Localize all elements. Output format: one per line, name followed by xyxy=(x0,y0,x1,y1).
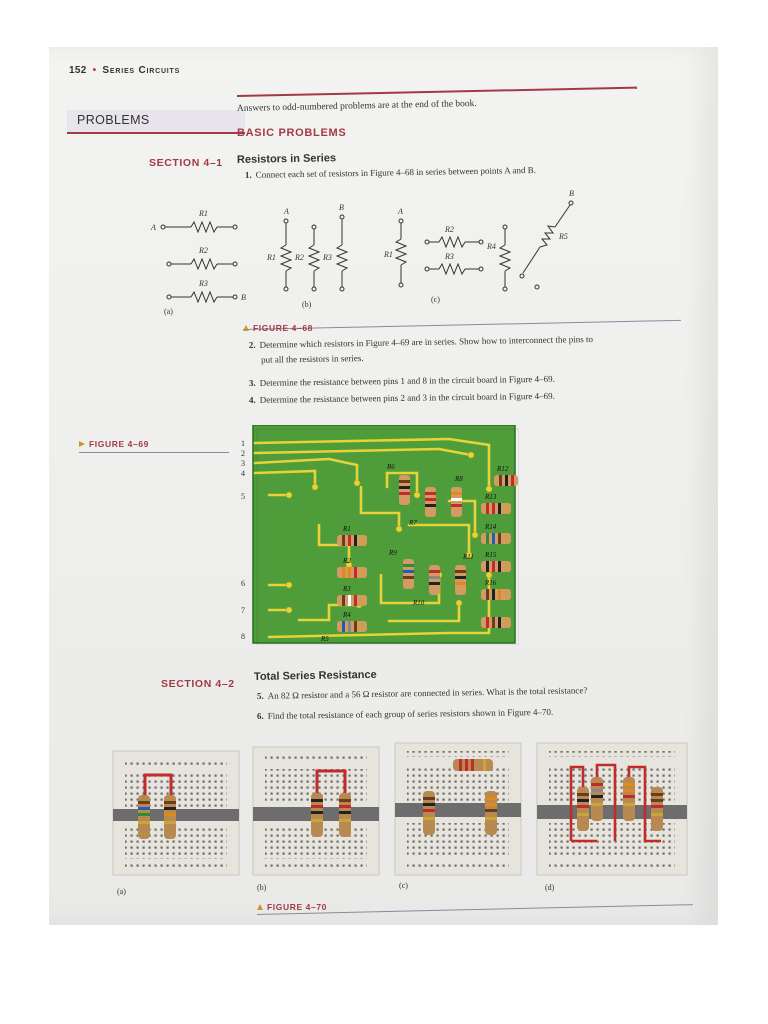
basic-problems-heading: BASIC PROBLEMS xyxy=(237,127,347,139)
label-r2-b: R2 xyxy=(295,253,304,262)
label-a-c: A xyxy=(398,207,403,216)
board-label-r7: R7 xyxy=(409,519,417,527)
problem-6-text: Find the total resistance of each group of series resistors shown in Figure 4–70. xyxy=(267,706,554,721)
problem-4-text: Determine the resistance between pins 2 and 3 in the circuit board in Figure 4–69. xyxy=(259,390,555,405)
label-b-a: B xyxy=(241,293,246,302)
pin-label-5: 5 xyxy=(241,492,245,501)
board-label-r8: R8 xyxy=(455,475,463,483)
problem-5-number: 5. xyxy=(256,690,264,701)
problem-2-number: 2. xyxy=(248,339,256,351)
problems-heading-bar xyxy=(67,110,245,134)
figure-4-68-caption-text: FIGURE 4–68 xyxy=(253,323,313,333)
section-42-title: Total Series Resistance xyxy=(253,668,377,683)
page-number: 152 xyxy=(69,65,87,76)
label-r1-b: R1 xyxy=(267,253,276,262)
running-head xyxy=(69,65,180,76)
label-r1: R1 xyxy=(199,209,208,218)
board-label-r16: R16 xyxy=(485,579,497,587)
running-title: Series Circuits xyxy=(102,65,181,76)
answers-note: Answers to odd-numbered problems are at the end of the book. xyxy=(236,98,477,114)
problem-4 xyxy=(249,389,555,408)
triangle-up-icon xyxy=(257,904,263,910)
figure-4-69-caption xyxy=(79,439,149,449)
problem-1 xyxy=(245,163,536,183)
pin-label-6: 6 xyxy=(241,579,245,588)
board-label-r12: R12 xyxy=(497,465,509,473)
figure-4-69-rule xyxy=(79,452,229,453)
figure-4-70-breadboards xyxy=(111,737,711,885)
pin-label-4: 4 xyxy=(241,469,245,478)
figure-4-68-drawing xyxy=(139,187,589,317)
triangle-right-icon xyxy=(79,441,85,447)
board-label-r10: R10 xyxy=(413,599,425,607)
label-b-b: B xyxy=(339,203,344,212)
section-42-label: SECTION 4–2 xyxy=(161,678,235,690)
heading-rule xyxy=(237,87,637,97)
figure-4-70-caption-text: FIGURE 4–70 xyxy=(267,902,327,912)
label-r2: R2 xyxy=(199,246,208,255)
problem-3-text: Determine the resistance between pins 1 and 8 in the circuit board in Figure 4–69. xyxy=(259,373,555,388)
label-r3-b: R3 xyxy=(323,253,332,262)
problem-4-number: 4. xyxy=(248,394,256,405)
problem-5 xyxy=(257,683,588,704)
breadboard-a xyxy=(113,751,239,875)
problem-2-line2: put all the resistors in series. xyxy=(261,353,364,365)
fig70-sub-b: (b) xyxy=(257,883,267,892)
problem-2 xyxy=(249,330,689,368)
label-r2-c: R2 xyxy=(445,225,454,234)
triangle-up-icon xyxy=(243,325,249,331)
problems-heading: PROBLEMS xyxy=(77,113,150,127)
fig68-sub-b: (b) xyxy=(302,300,312,309)
label-r5-c: R5 xyxy=(559,232,568,241)
fig70-sub-d: (d) xyxy=(545,883,555,892)
textbook-page xyxy=(49,47,718,925)
pin-label-2: 2 xyxy=(241,449,245,458)
label-r3: R3 xyxy=(199,279,208,288)
board-label-r15: R15 xyxy=(485,551,497,559)
fig70-sub-a: (a) xyxy=(117,887,126,896)
board-label-r1: R1 xyxy=(343,525,351,533)
breadboard-c xyxy=(395,743,521,875)
problem-5-text: An 82 Ω resistor and a 56 Ω resistor are connected in series. What is the total resistance? xyxy=(267,685,588,701)
problem-6 xyxy=(257,705,553,724)
board-label-r14: R14 xyxy=(485,523,497,531)
breadboard-b xyxy=(253,747,379,875)
label-a-left: A xyxy=(151,223,156,232)
board-label-r13: R13 xyxy=(485,493,497,501)
board-label-r5: R5 xyxy=(321,635,329,643)
bullet-icon: • xyxy=(92,65,97,76)
board-label-r6: R6 xyxy=(387,463,395,471)
problem-1-text: Connect each set of resistors in Figure 4–68 in series between points A and B. xyxy=(255,164,536,180)
label-r3-c: R3 xyxy=(445,252,454,261)
board-label-r2: R2 xyxy=(343,557,351,565)
board-label-r3: R3 xyxy=(343,585,351,593)
problem-2-line1: Determine which resistors in Figure 4–69 are in series. Show how to interconnect the pins to xyxy=(259,333,594,350)
board-label-r4: R4 xyxy=(343,611,351,619)
label-r4-c: R4 xyxy=(487,242,496,251)
board-label-r9: R9 xyxy=(389,549,397,557)
pin-label-1: 1 xyxy=(241,439,245,448)
problem-3-number: 3. xyxy=(248,377,256,388)
pin-label-8: 8 xyxy=(241,632,245,641)
fig70-sub-c: (c) xyxy=(399,881,408,890)
fig68-sub-c: (c) xyxy=(431,295,440,304)
figure-4-69-caption-text: FIGURE 4–69 xyxy=(89,439,149,449)
problem-1-number: 1. xyxy=(244,169,252,180)
problem-6-number: 6. xyxy=(256,710,264,721)
pin-label-7: 7 xyxy=(241,606,245,615)
pin-label-3: 3 xyxy=(241,459,245,468)
section-41-title: Resistors in Series xyxy=(236,152,337,166)
figure-4-68-caption xyxy=(243,323,313,333)
figure-4-70-caption xyxy=(257,902,327,912)
fig68-sub-a: (a) xyxy=(164,307,173,316)
label-a-b: A xyxy=(284,207,289,216)
section-41-label: SECTION 4–1 xyxy=(149,157,223,169)
figure-4-69-circuit-board xyxy=(249,425,519,645)
problem-3 xyxy=(249,372,555,391)
board-label-r11: R11 xyxy=(463,553,474,561)
breadboard-d xyxy=(537,743,687,875)
label-r1-c: R1 xyxy=(384,250,393,259)
label-b-c: B xyxy=(569,189,574,198)
